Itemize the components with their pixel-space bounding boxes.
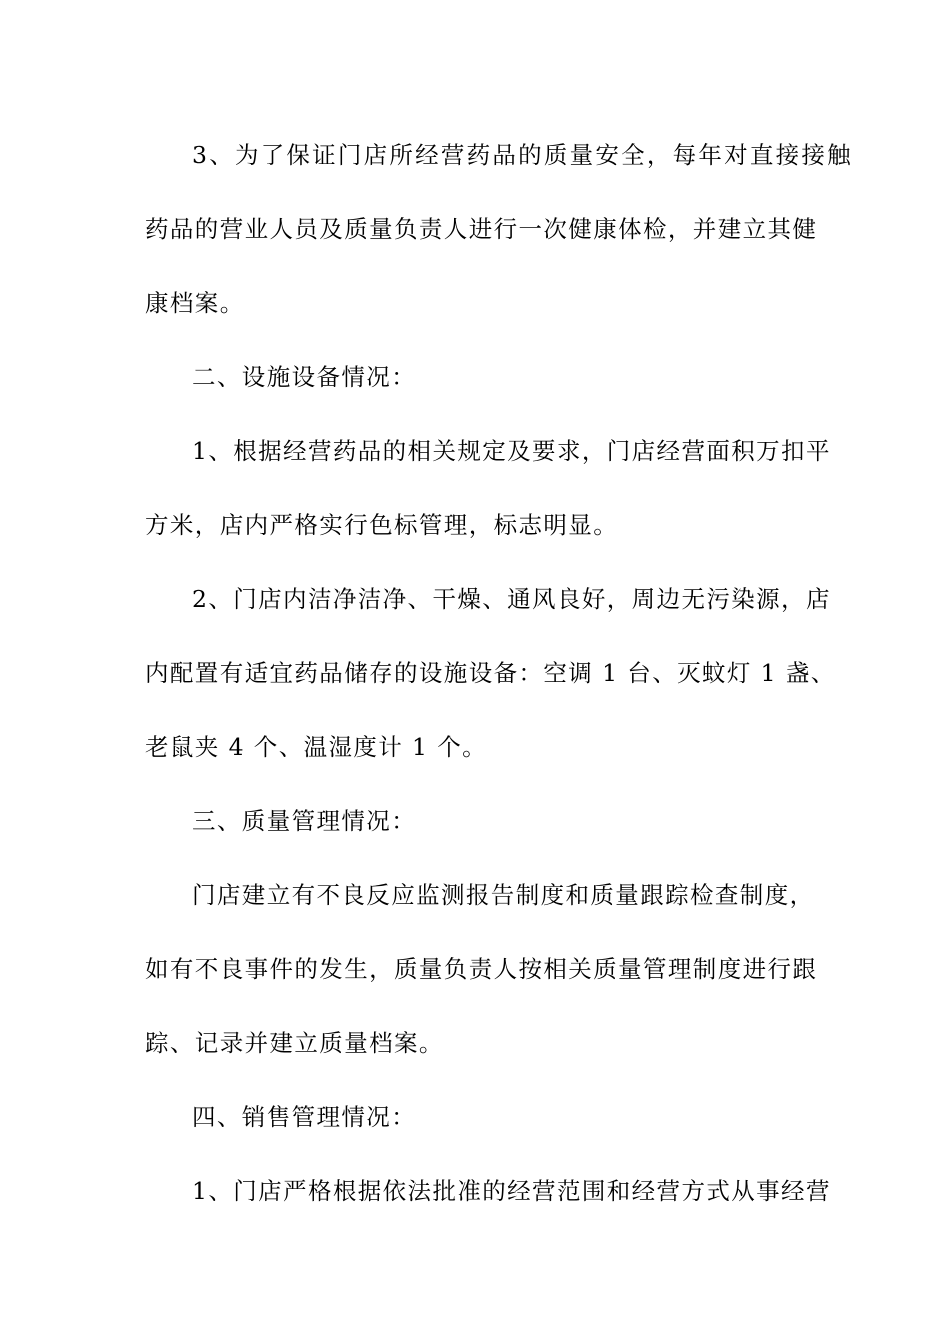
paragraph-line: 内配置有适宜药品储存的设施设备：空调 1 台、灭蚊灯 1 盏、 (145, 659, 836, 687)
paragraph-line: 老鼠夹 4 个、温湿度计 1 个。 (145, 733, 488, 761)
section-heading: 二、设施设备情况： (192, 363, 417, 391)
paragraph-line: 踪、记录并建立质量档案。 (145, 1029, 444, 1057)
paragraph-line: 康档案。 (145, 289, 245, 317)
section-heading: 四、销售管理情况： (192, 1103, 417, 1131)
paragraph-line: 3、为了保证门店所经营药品的质量安全，每年对直接接触 (192, 141, 852, 169)
paragraph-line: 如有不良事件的发生，质量负责人按相关质量管理制度进行跟 (145, 955, 818, 983)
section-heading: 三、质量管理情况： (192, 807, 417, 835)
paragraph-line: 1、根据经营药品的相关规定及要求，门店经营面积万扣平 (192, 437, 831, 465)
paragraph-line: 方米，店内严格实行色标管理，标志明显。 (145, 511, 619, 539)
paragraph-line: 药品的营业人员及质量负责人进行一次健康体检，并建立其健 (145, 215, 818, 243)
paragraph-line: 门店建立有不良反应监测报告制度和质量跟踪检查制度， (192, 881, 815, 909)
paragraph-line: 1、门店严格根据依法批准的经营范围和经营方式从事经营 (192, 1177, 831, 1205)
paragraph-line: 2、门店内洁净洁净、干燥、通风良好，周边无污染源，店 (192, 585, 831, 613)
